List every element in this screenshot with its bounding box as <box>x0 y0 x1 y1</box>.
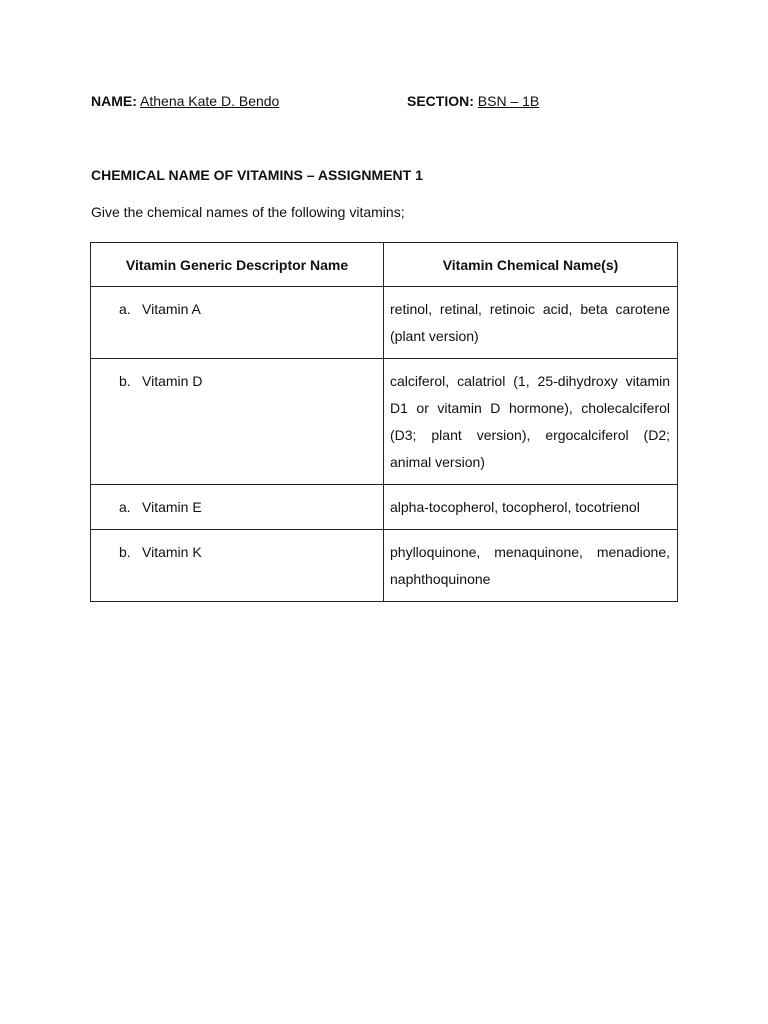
vitamin-name: Vitamin E <box>142 499 202 515</box>
vitamin-name-cell <box>91 287 384 359</box>
column-header-chemical: Vitamin Chemical Name(s) <box>384 243 678 287</box>
section-label: SECTION: <box>407 93 474 109</box>
student-info-row <box>91 93 691 113</box>
chemical-name-cell: calciferol, calatriol (1, 25-dihydroxy vitamin D1 or vitamin D hormone), cholecalciferol (D3; plant version), ergocalciferol (D2; animal version) <box>384 359 678 485</box>
list-letter: a. <box>119 301 131 317</box>
list-letter: b. <box>119 544 131 560</box>
vitamin-name-cell <box>91 485 384 530</box>
section-value: BSN – 1B <box>477 93 540 109</box>
name-value: Athena Kate D. Bendo <box>140 93 280 109</box>
list-letter: b. <box>119 373 131 389</box>
list-letter: a. <box>119 499 131 515</box>
chemical-name-cell: alpha-tocopherol, tocopherol, tocotrienol <box>384 485 678 530</box>
chemical-name-cell: retinol, retinal, retinoic acid, beta carotene (plant version) <box>384 287 678 359</box>
name-field <box>91 93 279 109</box>
vitamin-name-cell <box>91 359 384 485</box>
assignment-title: CHEMICAL NAME OF VITAMINS – ASSIGNMENT 1 <box>91 167 423 183</box>
vitamins-table <box>90 242 678 602</box>
table-row <box>91 530 678 602</box>
vitamin-name-cell <box>91 530 384 602</box>
vitamin-name: Vitamin D <box>142 373 203 389</box>
chemical-name-cell: phylloquinone, menaquinone, menadione, naphthoquinone <box>384 530 678 602</box>
instructions-text: Give the chemical names of the following vitamins; <box>91 204 405 220</box>
vitamin-name: Vitamin K <box>142 544 202 560</box>
table-header-row <box>91 243 678 287</box>
vitamin-name: Vitamin A <box>142 301 201 317</box>
table-row <box>91 485 678 530</box>
name-label: NAME: <box>91 93 137 109</box>
table-row <box>91 287 678 359</box>
section-field <box>407 93 539 109</box>
column-header-generic: Vitamin Generic Descriptor Name <box>91 243 384 287</box>
table-row <box>91 359 678 485</box>
